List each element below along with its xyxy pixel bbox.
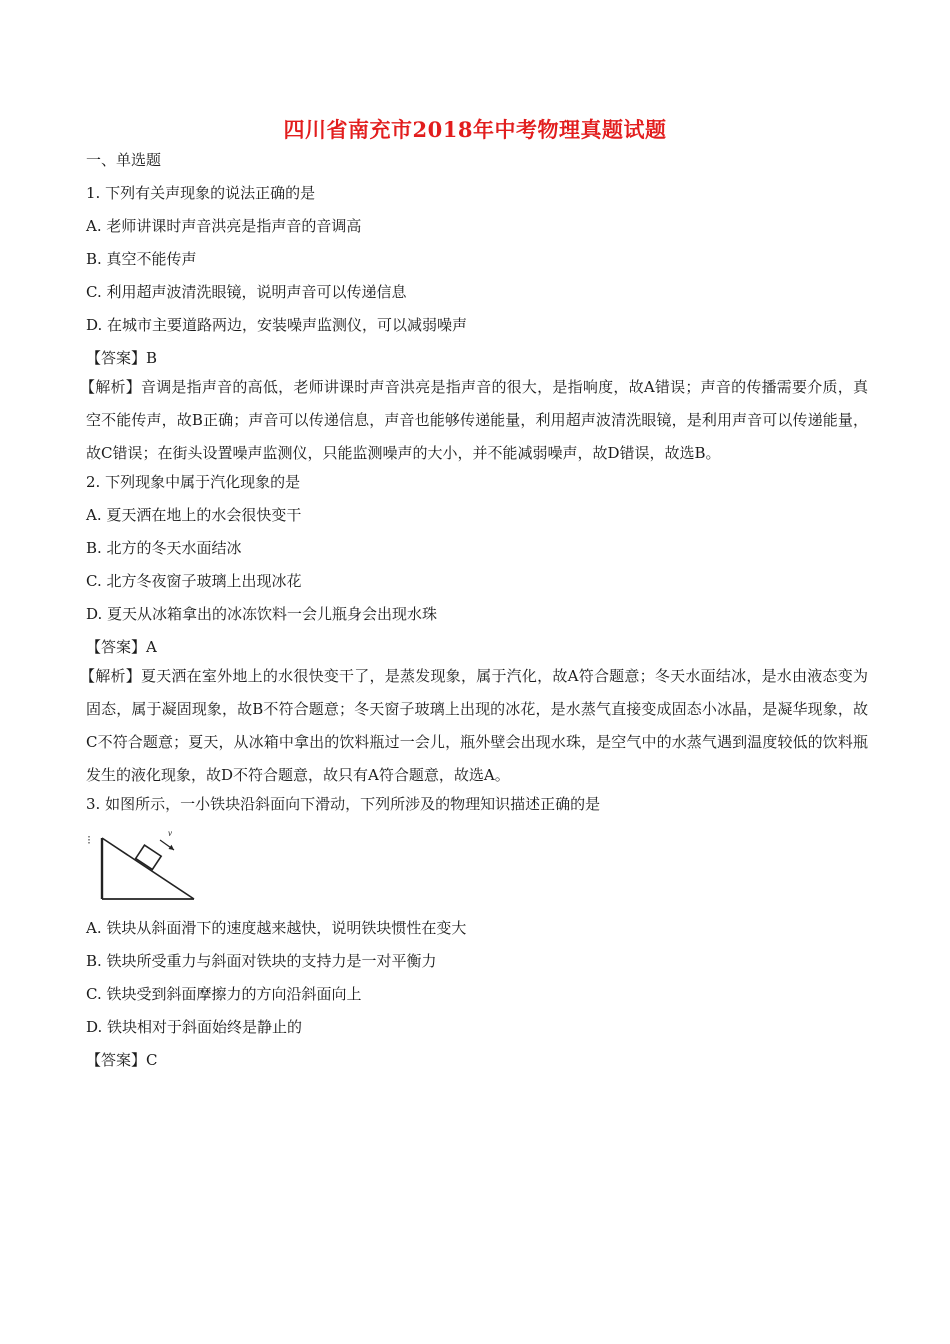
- document-body: [80, 150, 868, 1070]
- question-1-option-c: C. 利用超声波清洗眼镜，说明声音可以传递信息: [86, 283, 407, 301]
- question-3-answer: 【答案】C: [86, 1051, 158, 1069]
- question-2-option-c: C. 北方冬夜窗子玻璃上出现冰花: [86, 572, 302, 590]
- question-3-stem: 3. 如图所示，一小铁块沿斜面向下滑动，下列所涉及的物理知识描述正确的是: [86, 795, 601, 813]
- question-1-analysis: 【解析】音调是指声音的高低，老师讲课时声音洪亮是指声音的很大，是指响度，故A错误；声音的传播需要介质，真空不能传声，故B正确；声音可以传递信息，声音也能够传递能量，利用超声波清洗眼镜，是利用声音可以传递能量，故C错误；在街头设置噪声监测仪，只能监测噪声的大小，并不能减弱噪声，故D错误，故选B。: [80, 378, 868, 462]
- question-1-answer: 【答案】B: [86, 349, 158, 367]
- question-1-option-d: D. 在城市主要道路两边，安装噪声监测仪，可以减弱噪声: [86, 316, 468, 334]
- question-2-stem: 2. 下列现象中属于汽化现象的是: [86, 473, 301, 491]
- incline-figure: [86, 824, 206, 904]
- question-1-option-a: A. 老师讲课时声音洪亮是指声音的音调高: [86, 217, 362, 235]
- question-3-option-c: C. 铁块受到斜面摩擦力的方向沿斜面向上: [86, 985, 362, 1003]
- incline-diagram: [86, 824, 206, 904]
- question-2-option-a: A. 夏天洒在地上的水会很快变干: [86, 506, 302, 524]
- question-1-stem: 1. 下列有关声现象的说法正确的是: [86, 184, 316, 202]
- velocity-arrowhead: [169, 845, 175, 850]
- question-1-option-b: B. 真空不能传声: [86, 250, 197, 268]
- question-2-option-b: B. 北方的冬天水面结冰: [86, 539, 242, 557]
- question-2-analysis: 【解析】夏天洒在室外地上的水很快变干了，是蒸发现象，属于汽化，故A符合题意；冬天水面结冰，是水由液态变为固态，属于凝固现象，故B不符合题意；冬天窗子玻璃上出现的冰花，是水蒸气直接变成固态小冰晶，是凝华现象，故C不符合题意；夏天，从冰箱中拿出的饮料瓶过一会儿，瓶外壁会出现水珠，是空气中的水蒸气遇到温度较低的饮料瓶发生的液化现象，故D不符合题意，故只有A符合题意，故选A。: [80, 667, 868, 784]
- velocity-label: v: [168, 828, 172, 838]
- question-3-option-b: B. 铁块所受重力与斜面对铁块的支持力是一对平衡力: [86, 952, 437, 970]
- iron-block: [136, 845, 162, 869]
- question-2-option-d: D. 夏天从冰箱拿出的冰冻饮料一会儿瓶身会出现水珠: [86, 605, 438, 623]
- question-2-answer: 【答案】A: [86, 638, 157, 656]
- section-heading: 一、单选题: [86, 151, 162, 169]
- question-3-option-d: D. 铁块相对于斜面始终是静止的: [86, 1018, 303, 1036]
- question-3-option-a: A. 铁块从斜面滑下的速度越来越快，说明铁块惯性在变大: [86, 919, 467, 937]
- page-title: 四川省南充市2018年中考物理真题试题: [283, 117, 667, 142]
